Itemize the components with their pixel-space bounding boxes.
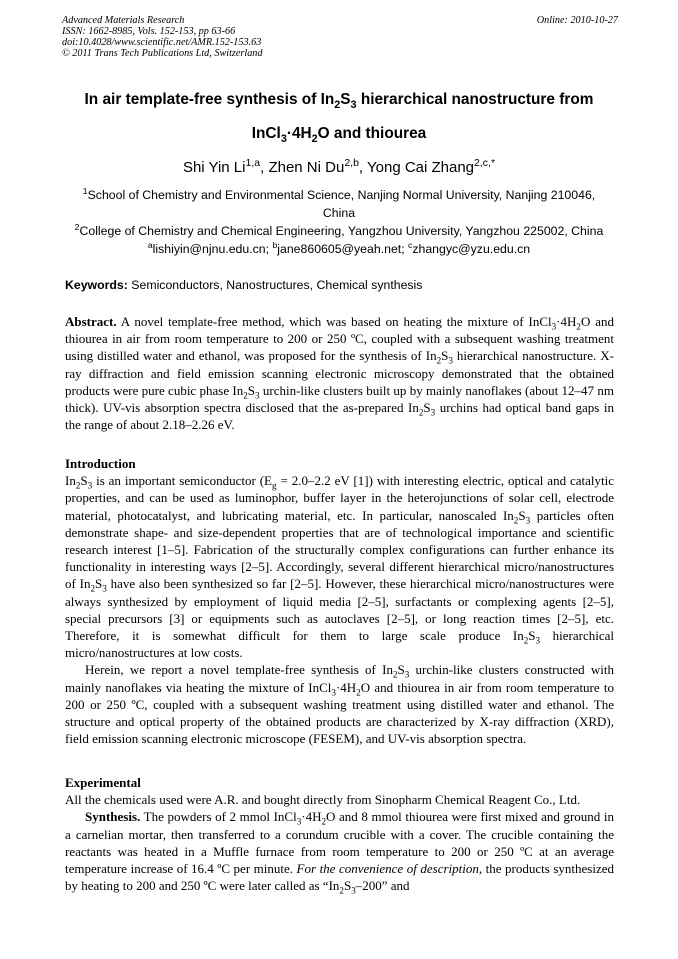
keywords: Keywords: Semiconductors, Nanostructures, Chemical synthesis: [65, 278, 423, 292]
synthesis-paragraph: Synthesis. The powders of 2 mmol $InCl_3\cdot 4H_2O$ and 8 mmol thiourea were first mixed and ground in a carnelian mortar, then transferred to a corundum crucible with a cover. The crucible containing the reactants was heated in a Muffle furnace from room temperature to 200 or 250 ºC at an average temperature increase of 16.4 ºC per minute. For the convenience of description, the products synthesized by heating to 200 and 250 ºC were later called as “$In_2S_3-200$” and: [65, 809, 614, 896]
introduction-paragraph-1: $In_2S_3$ is an important semiconductor ($E_g = 2.0-2.2$ eV [1]) with interesting electric, optical and catalytic properties, and can be used as luminophor, buffer layer in the heterojunctions of solar cell, electrode material, photocatalyst, and lubricating material, etc. In particular, nanoscaled $In_2S_3$ particles often demonstrate shape- and size-dependent properties that are of technological importance and scientific research interest [1–5]. Fabrication of the structurally complex configurations can further enhance its functionality in interesting ways [2–5]. Accordingly, several different hierarchical micro/nanostructures of $In_2S_3$ have also been synthesized so far [2–5]. However, these hierarchical micro/nanostructures were always synthesized by employment of liquid media [2–5], surfactants or complexing agents [2–5], special precursors [3] or equipments such as autoclaves [2–5], or long reaction times [2–5], etc. Therefore, it is somewhat difficult for them to large scale produce $In_2S_3$ hierarchical micro/nanostructures at low costs.: [65, 473, 615, 661]
affiliation-2: $^2$College of Chemistry and Chemical Engineering, Yangzhou University, Yangzhou 225002, China: [74, 221, 604, 238]
experimental-section: [65, 774, 614, 894]
online-date: Online: 2010-10-27: [536, 15, 618, 26]
author-list: Shi Yin Li$^{1,a}$, Zhen Ni Du$^{2,b}$, Yong Cai Zhang$^{2,c,*}$: [182, 157, 496, 176]
introduction-heading: Introduction: [65, 456, 136, 471]
journal-name: Advanced Materials Research: [62, 15, 185, 26]
email-list: $^a$lishiyin@njnu.edu.cn; $^b$jane860605@yeah.net; $^c$zhangyc@yzu.edu.cn: [147, 239, 531, 256]
paper-title-line2: $InCl_3\cdot 4H_2O$ and thiourea: [251, 125, 427, 146]
abstract: Abstract. A novel template-free method, which was based on heating the mixture of $InCl_3\cdot 4H_2O$ and thiourea in air from room temperature to 200 or 250 ºC, coupled with a subsequent washing treatment using distilled water and ethanol, was proposed for the synthesis of $In_2S_3$ hierarchical nanostructure. X-ray diffraction and field emission scanning electronic microscopy demonstrated that the obtained products were pure cubic phase $In_2S_3$ urchin-like clusters built up by mainly nanoflakes (about 12–47 nm thick). UV-vis absorption spectra disclosed that the as-prepared $In_2S_3$ urchins had optical band gaps in the range of about 2.18–2.26 eV.: [65, 314, 614, 433]
paper-title-line1: In air template-free synthesis of $In_2S_3$ hierarchical nanostructure from: [84, 91, 594, 112]
issn: ISSN: 1662-8985, Vols. 152-153, pp 63-66: [62, 26, 236, 37]
affiliation-1-country: China: [322, 206, 356, 220]
doi: doi:10.4028/www.scientific.net/AMR.152-153.63: [62, 37, 262, 48]
experimental-heading: Experimental: [65, 775, 141, 790]
introduction-section: [65, 455, 614, 747]
experimental-paragraph-1: All the chemicals used were A.R. and bought directly from Sinopharm Chemical Reagent Co., Ltd.: [65, 792, 581, 808]
affiliation-1: $^1$School of Chemistry and Environmental Science, Nanjing Normal University, Nanjing 210046,: [82, 185, 596, 202]
journal-header: [62, 15, 618, 59]
copyright: © 2011 Trans Tech Publications Ltd, Switzerland: [62, 48, 263, 59]
introduction-paragraph-2: Herein, we report a novel template-free synthesis of $In_2S_3$ urchin-like clusters constructed with mainly nanoflakes via heating the mixture of $InCl_3\cdot 4H_2O$ and thiourea in air from room temperature to 200 or 250 ºC, coupled with a subsequent washing treatment using distilled water and ethanol. The structure and optical property of the obtained products are characterized by X-ray diffraction (XRD), field emission scanning electronic microscope (FESEM), and UV-vis absorption spectra.: [65, 662, 614, 747]
